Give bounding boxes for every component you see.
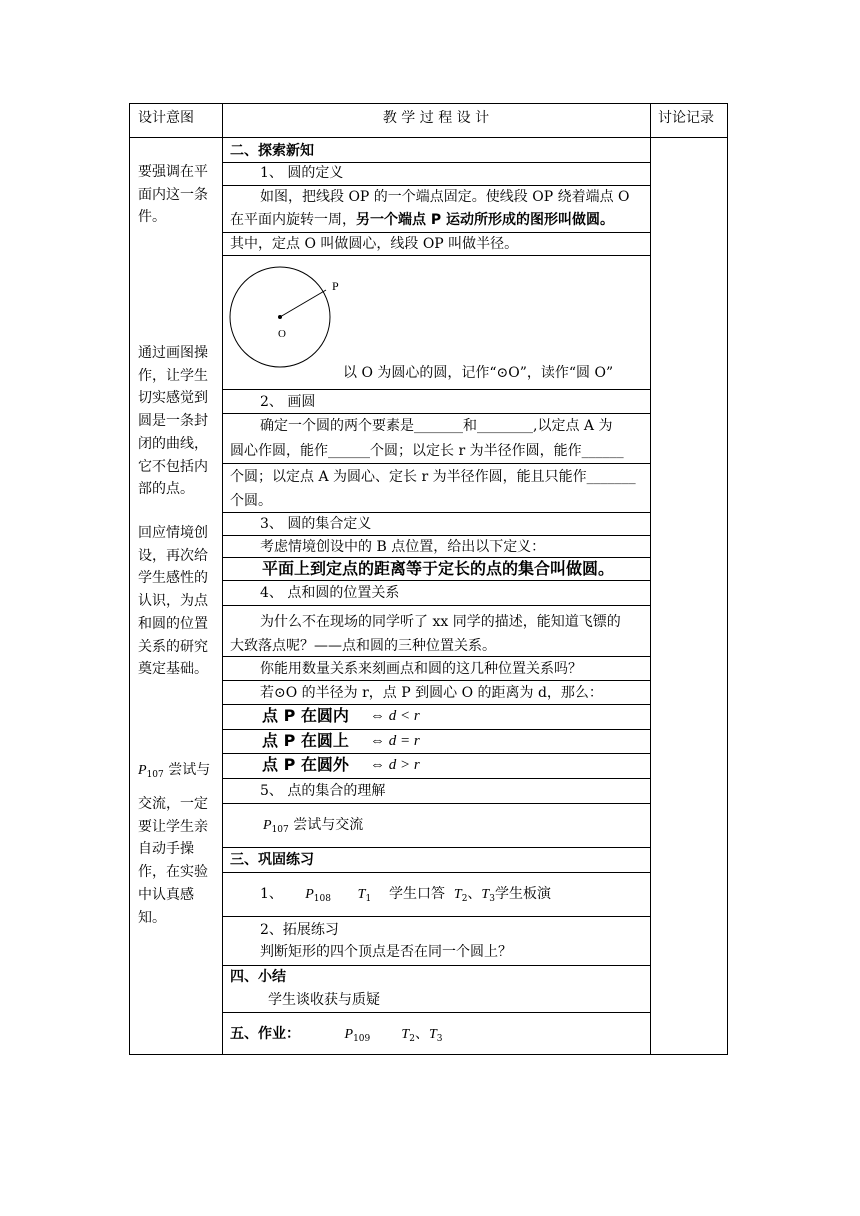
header-design-intent: 设计意图 xyxy=(138,110,194,126)
column-divider-1 xyxy=(222,103,223,1055)
row-line xyxy=(222,512,651,513)
exercise-number: 1、 xyxy=(260,886,283,902)
row-line xyxy=(222,778,651,779)
table-right-border xyxy=(727,103,728,1055)
subscript: 1 xyxy=(365,894,372,904)
t-symbol: T xyxy=(357,887,366,902)
definition-text: 在平面内旋转一周， xyxy=(230,212,356,228)
subscript: 3 xyxy=(436,1034,443,1044)
draw-line-1: 确定一个圆的两个要素是_______和________,以定点 A 为 xyxy=(260,418,613,434)
section-explore-title: 二、探索新知 xyxy=(230,143,314,159)
row-line xyxy=(222,580,651,581)
table-bottom-border xyxy=(129,1054,728,1055)
row-line xyxy=(222,680,651,681)
relation-outside-math: ⇔ d > r xyxy=(370,757,420,773)
exercise-text: 学生板演 xyxy=(494,886,551,902)
summary-line: 学生谈收获与质疑 xyxy=(268,992,380,1008)
item-set-understanding-title: 5、 点的集合的理解 xyxy=(260,783,386,799)
row-line xyxy=(222,965,651,966)
row-line xyxy=(222,656,651,657)
row-line xyxy=(222,753,651,754)
note-context-response: 回应情境创设，再次给学生感性的认识，为点和圆的位置关系的研究奠定基础。 xyxy=(138,525,208,678)
row-line xyxy=(222,704,651,705)
note-text: 尝试与 xyxy=(168,762,211,778)
row-line xyxy=(222,872,651,873)
definition-line-1: 如图，把线段 OP 的一个端点固定。使线段 OP 绕着端点 O xyxy=(260,189,630,205)
center-point xyxy=(278,315,282,319)
note-plane-condition: 要强调在平面内这一条件。 xyxy=(138,164,208,226)
t-symbol: T xyxy=(481,887,490,902)
exercise-2-line: 判断矩形的四个顶点是否在同一个圆上？ xyxy=(260,944,512,960)
subscript: 107 xyxy=(271,825,289,835)
table-left-border xyxy=(129,103,130,1055)
set-definition: 平面上到定点的距离等于定长的点的集合叫做圆。 xyxy=(262,559,615,578)
subscript: 2 xyxy=(409,1034,415,1044)
figure-caption: 以 O 为圆心的圆，记作“⊙O”，读作“圆 O” xyxy=(343,365,614,381)
p-symbol: P xyxy=(305,887,314,902)
section-practice-title: 三、巩固练习 xyxy=(230,852,314,868)
label-p: P xyxy=(332,279,339,293)
row-line xyxy=(222,557,651,558)
note-drawing-operation: 通过画图操作，让学生切实感觉到圆是一条封闭的曲线，它不包括内部的点。 xyxy=(138,345,208,498)
label-o: O xyxy=(278,328,286,340)
definition-line-2 xyxy=(230,210,614,230)
p-symbol: P xyxy=(138,763,147,778)
position-line-4: 若⊙O 的半径为 r，点 P 到圆心 O 的距离为 d，那么： xyxy=(260,685,603,701)
relation-inside-math: ⇔ d < r xyxy=(370,708,420,724)
row-line xyxy=(222,605,651,606)
item-point-circle-title: 4、 点和圆的位置关系 xyxy=(260,585,400,601)
row-line xyxy=(222,389,651,390)
subscript: 2 xyxy=(461,894,468,904)
t-symbol: T xyxy=(428,1027,437,1042)
definition-line-3: 其中，定点 O 叫做圆心，线段 OP 叫做半径。 xyxy=(230,236,519,252)
row-line xyxy=(222,916,651,917)
row-line xyxy=(222,803,651,804)
header-teaching-process: 教 学 过 程 设 计 xyxy=(382,110,490,126)
separator: 、 xyxy=(467,886,482,902)
row-line xyxy=(222,463,651,464)
relation-on: 点 P 在圆上 xyxy=(262,731,349,750)
row-line xyxy=(222,1012,651,1013)
set-line-1: 考虑情境创设中的 B 点位置，给出以下定义： xyxy=(260,539,546,555)
subscript: 109 xyxy=(353,1034,371,1044)
definition-emphasis: 另一个端点 P 运动所形成的图形叫做圆。 xyxy=(356,212,615,228)
t-symbol: T xyxy=(401,1027,410,1042)
t-symbol: T xyxy=(453,887,462,902)
table-top-border xyxy=(129,103,728,104)
column-divider-2 xyxy=(650,103,651,1055)
section-summary-title: 四、小结 xyxy=(230,969,286,985)
relation-outside: 点 P 在圆外 xyxy=(262,755,349,774)
position-line-3: 你能用数量关系来刻画点和圆的这几种位置关系吗？ xyxy=(260,661,582,677)
item-circle-definition-title: 1、 圆的定义 xyxy=(260,165,344,181)
exercise-2-title: 2、拓展练习 xyxy=(260,922,339,938)
homework-title: 五、作业： xyxy=(230,1026,300,1042)
row-line xyxy=(222,232,651,233)
relation-inside: 点 P 在圆内 xyxy=(262,706,349,725)
row-line xyxy=(222,185,651,186)
radius-op xyxy=(280,290,326,317)
exercise-text: 学生口答 xyxy=(388,886,445,902)
draw-line-4: 个圆。 xyxy=(230,493,272,509)
header-discussion-record: 讨论记录 xyxy=(658,110,714,126)
homework-line xyxy=(230,1024,442,1049)
row-line xyxy=(222,413,651,414)
draw-line-2: 圆心作圆，能作______个圆；以定长 r 为半径作圆，能作______ xyxy=(230,443,624,459)
position-line-2: 大致落点呢？——点和圆的三种位置关系。 xyxy=(230,638,496,654)
exercise-1 xyxy=(260,884,551,909)
subscript: 107 xyxy=(146,770,164,780)
row-line xyxy=(222,847,651,848)
note-p107 xyxy=(138,760,210,785)
row-line xyxy=(222,255,651,256)
header-bottom-border xyxy=(129,137,728,138)
row-line xyxy=(222,535,651,536)
note-hands-on: 交流，一定要让学生亲自动手操作，在实验中认真感知。 xyxy=(138,796,208,926)
subscript: 108 xyxy=(313,894,331,904)
item-set-definition-title: 3、 圆的集合定义 xyxy=(260,516,372,532)
relation-on-math: ⇔ d = r xyxy=(370,733,420,749)
row-line xyxy=(222,729,651,730)
position-line-1: 为什么不在现场的同学听了 xx 同学的描述，能知道飞镖的 xyxy=(260,614,621,630)
p-symbol: P xyxy=(344,1027,354,1042)
item5-text: 尝试与交流 xyxy=(293,817,364,833)
subscript: 3 xyxy=(489,894,495,904)
item5-p107 xyxy=(263,815,363,840)
item-draw-circle-title: 2、 画圆 xyxy=(260,394,316,410)
draw-line-3: 个圆；以定点 A 为圆心、定长 r 为半径作圆，能且只能作_______ xyxy=(230,469,636,485)
separator: 、 xyxy=(414,1026,429,1042)
circle-figure xyxy=(226,260,356,380)
p-symbol: P xyxy=(263,818,272,833)
